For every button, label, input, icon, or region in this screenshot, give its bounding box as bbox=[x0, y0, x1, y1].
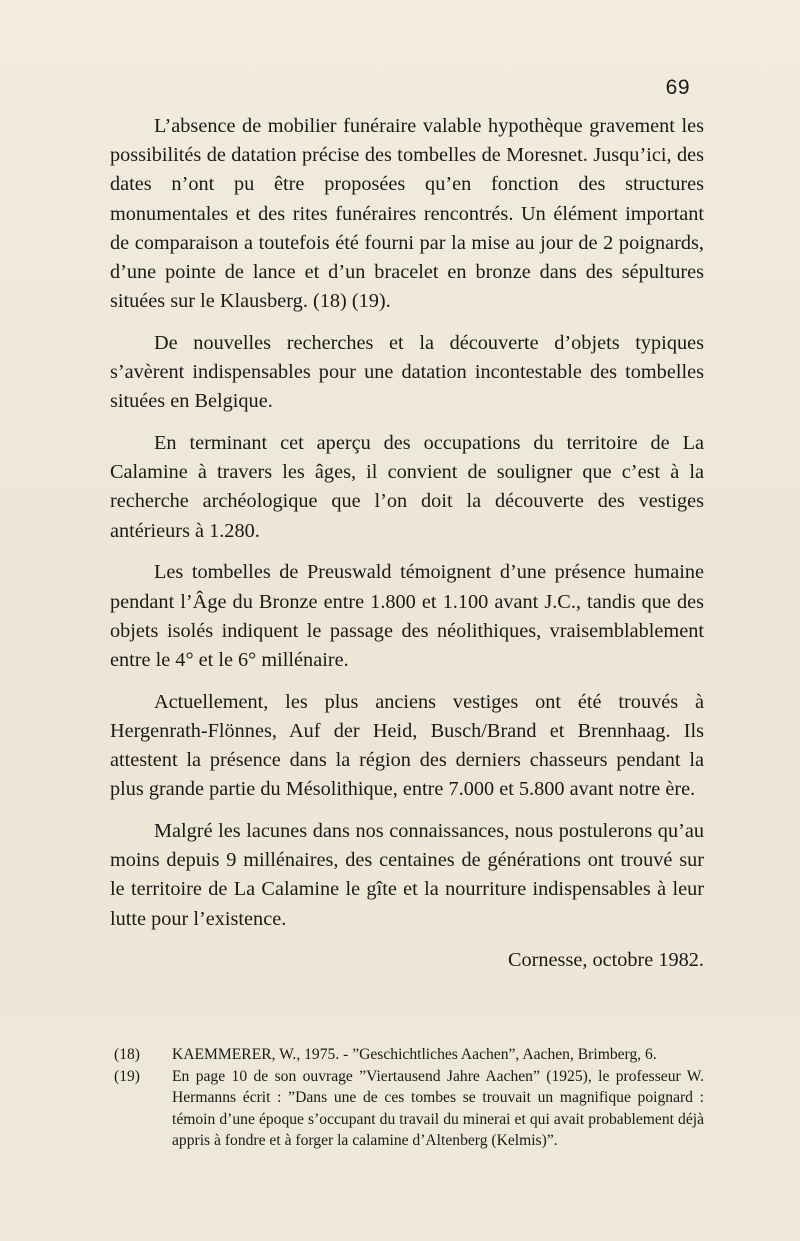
footnote-text: En page 10 de son ouvrage ”Viertausend Jahre Aachen” (1925), le professeur W. Hermanns écrit : ”Dans une de ces tombes se trouvait un magnifique poignard : témoin d’une époque s’occupant du travail du minerai et qui avait probablement déjà appris à fondre et à forger la calamine d’Altenberg (Kelmis)”. bbox=[172, 1067, 704, 1149]
paragraph: En terminant cet aperçu des occupations du territoire de La Calamine à travers les âges, il convient de souligner que c’est à la recherche archéologique que l’on doit la découverte des vestiges antérieurs à 1.280. bbox=[110, 432, 704, 542]
paragraph: De nouvelles recherches et la découverte d’objets typiques s’avèrent indispensables pour une datation incontestable des tombelles situées en Belgique. bbox=[110, 331, 704, 413]
paragraph: Actuellement, les plus anciens vestiges ont été trouvés à Hergenrath-Flönnes, Auf der Heid, Busch/Brand et Brennhaag. Ils attestent la présence dans la région des derniers chasseurs pendant la plus grande partie du Mésolithique, entre 7.000 et 5.800 avant notre ère. bbox=[110, 690, 704, 801]
footnote-19 bbox=[114, 1066, 704, 1152]
body-text bbox=[110, 112, 704, 975]
paragraph: Malgré les lacunes dans nos connaissances, nous postulerons qu’au moins depuis 9 millénaires, des centaines de générations ont trouvé sur le territoire de La Calamine le gîte et la nourriture indispensables à leur lutte pour l’existence. bbox=[110, 819, 704, 930]
paragraph: Les tombelles de Preuswald témoignent d’une présence humaine pendant l’Âge du Bronze entre 1.800 et 1.100 avant J.C., tandis que des objets isolés indiquent le passage des néolithiques, vraisemblablement entre le 4° et le 6° millénaire. bbox=[110, 561, 704, 671]
signature: Cornesse, octobre 1982. bbox=[507, 949, 704, 972]
footnote-number: (19) bbox=[114, 1067, 140, 1085]
footnote-number: (18) bbox=[114, 1046, 140, 1063]
page-number: 69 bbox=[665, 76, 690, 99]
paragraph: L’absence de mobilier funéraire valable hypothèque gravement les possibilités de datation précise des tombelles de Moresnet. Jusqu’ici, des dates n’ont pu être proposées qu’en fonction des structures monumentales et des rites funéraires rencontrés. Un élément important de comparaison a toutefois été fourni par la mise au jour de 2 poignards, d’une pointe de lance et d’un bracelet en bronze dans des sépultures situées sur le Klausberg. (18) (19). bbox=[110, 115, 704, 313]
footnote-18 bbox=[114, 1044, 704, 1066]
footnote-text: KAEMMERER, W., 1975. - ”Geschichtliches Aachen”, Aachen, Brimberg, 6. bbox=[172, 1046, 657, 1063]
footnotes bbox=[114, 1044, 704, 1152]
